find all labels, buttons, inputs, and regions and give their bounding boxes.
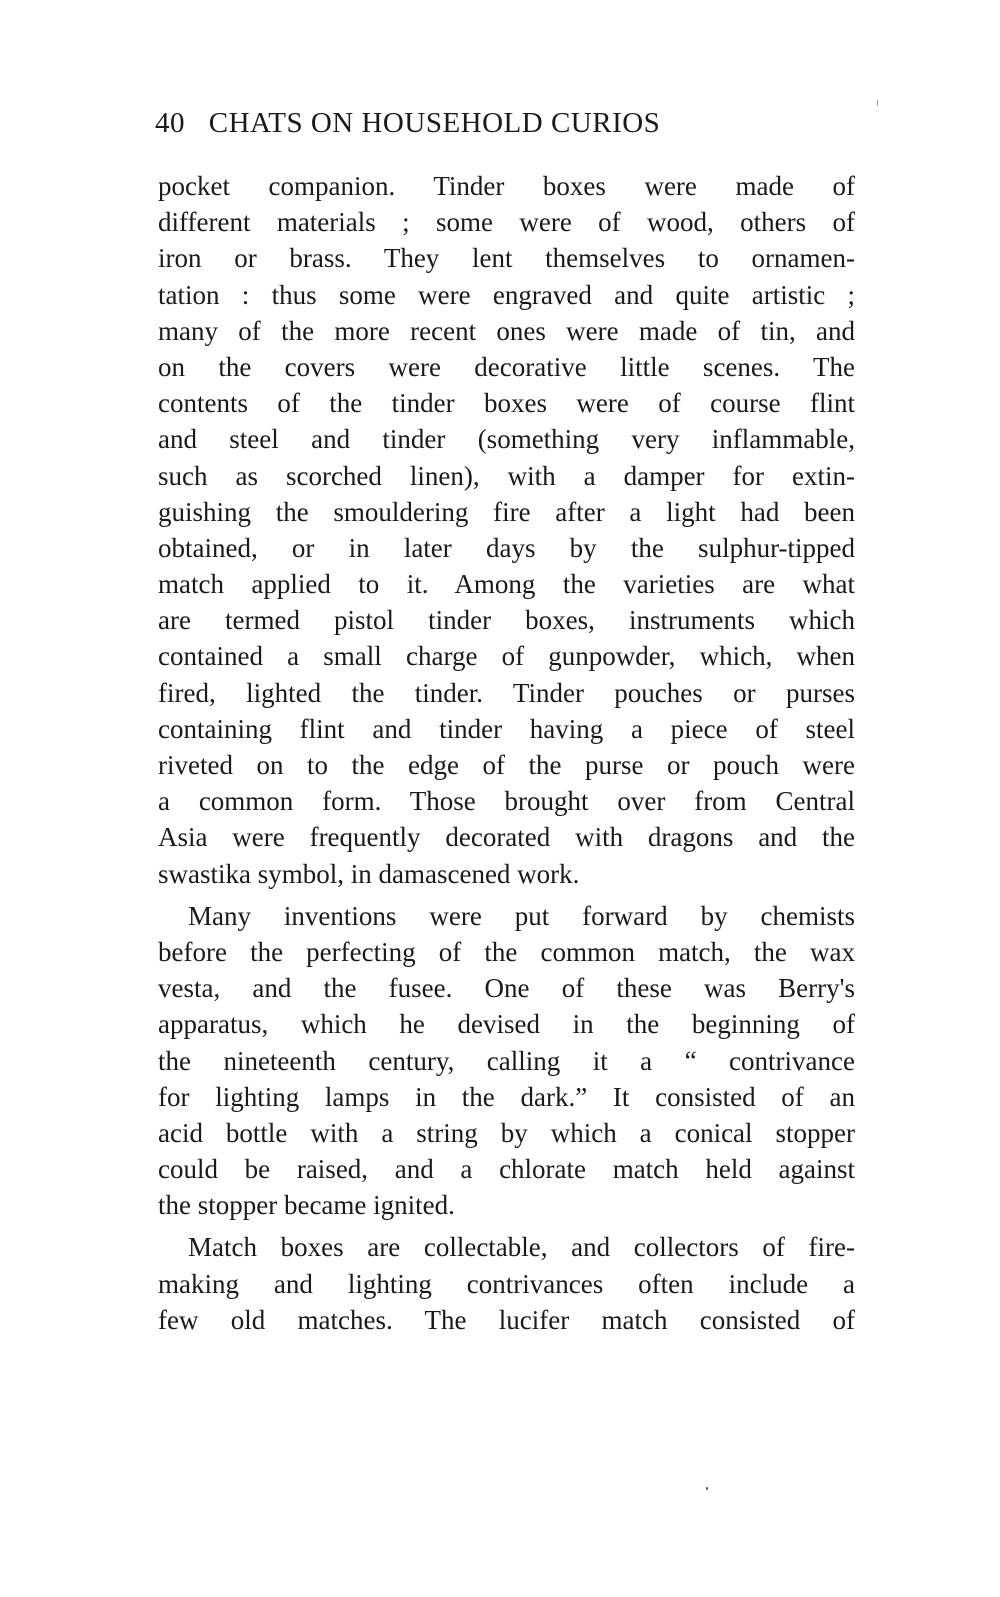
text-line: Many inventions were put forward by chemists xyxy=(188,900,855,931)
text-line: a common form. Those brought over from Central xyxy=(158,786,855,817)
paragraph-2 xyxy=(158,898,855,1224)
text-line: on the covers were decorative little scenes. The xyxy=(158,351,855,382)
text-line: few old matches. The lucifer match consisted of xyxy=(158,1304,855,1335)
text-line: and steel and tinder (something very inflammable, xyxy=(158,424,855,455)
text-line: acid bottle with a string by which a conical stopper xyxy=(158,1117,855,1148)
page-number: 40 xyxy=(155,107,185,139)
text-line: making and lighting contrivances often include a xyxy=(158,1268,855,1299)
text-line: apparatus, which he devised in the beginning of xyxy=(158,1009,855,1040)
scan-speck xyxy=(877,100,878,106)
text-line: the stopper became ignited. xyxy=(158,1190,455,1221)
text-line: Asia were frequently decorated with dragons and the xyxy=(158,822,855,853)
text-line: pocket companion. Tinder boxes were made of xyxy=(158,171,855,201)
running-head xyxy=(155,103,855,143)
text-line: obtained, or in later days by the sulphur-tipped xyxy=(158,532,855,563)
text-line: Match boxes are collectable, and collectors of fire- xyxy=(188,1232,855,1263)
text-line: the nineteenth century, calling it a “ contrivance xyxy=(158,1045,855,1076)
text-line: containing flint and tinder having a piece of steel xyxy=(158,713,855,744)
text-line: fired, lighted the tinder. Tinder pouches or purses xyxy=(158,677,855,708)
paragraph-3 xyxy=(158,1229,855,1338)
text-line: for lighting lamps in the dark.” It consisted of an xyxy=(158,1081,855,1112)
paragraph-1 xyxy=(158,168,855,892)
text-line: match applied to it. Among the varieties are what xyxy=(158,569,855,600)
text-line: different materials ; some were of wood, others of xyxy=(158,207,855,238)
text-line: could be raised, and a chlorate match held against xyxy=(158,1154,855,1185)
text-line: many of the more recent ones were made of tin, and xyxy=(158,315,855,346)
text-line: swastika symbol, in damascened work. xyxy=(158,858,580,889)
text-line: tation : thus some were engraved and quite artistic ; xyxy=(158,279,855,310)
text-line: guishing the smouldering fire after a light had been xyxy=(158,496,855,527)
text-line: before the perfecting of the common match, the wax xyxy=(158,936,855,967)
text-line: contents of the tinder boxes were of course flint xyxy=(158,388,855,419)
text-line: such as scorched linen), with a damper for extin- xyxy=(158,460,855,491)
text-line: iron or brass. They lent themselves to ornamen- xyxy=(158,243,855,274)
text-line: contained a small charge of gunpowder, which, when xyxy=(158,641,855,672)
body-text xyxy=(158,168,855,1344)
text-line: vesta, and the fusee. One of these was Berry's xyxy=(158,973,855,1004)
text-line: are termed pistol tinder boxes, instruments which xyxy=(158,605,855,636)
scan-speck xyxy=(706,1487,708,1490)
running-title: CHATS ON HOUSEHOLD CURIOS xyxy=(208,107,661,139)
text-line: riveted on to the edge of the purse or pouch were xyxy=(158,750,855,780)
